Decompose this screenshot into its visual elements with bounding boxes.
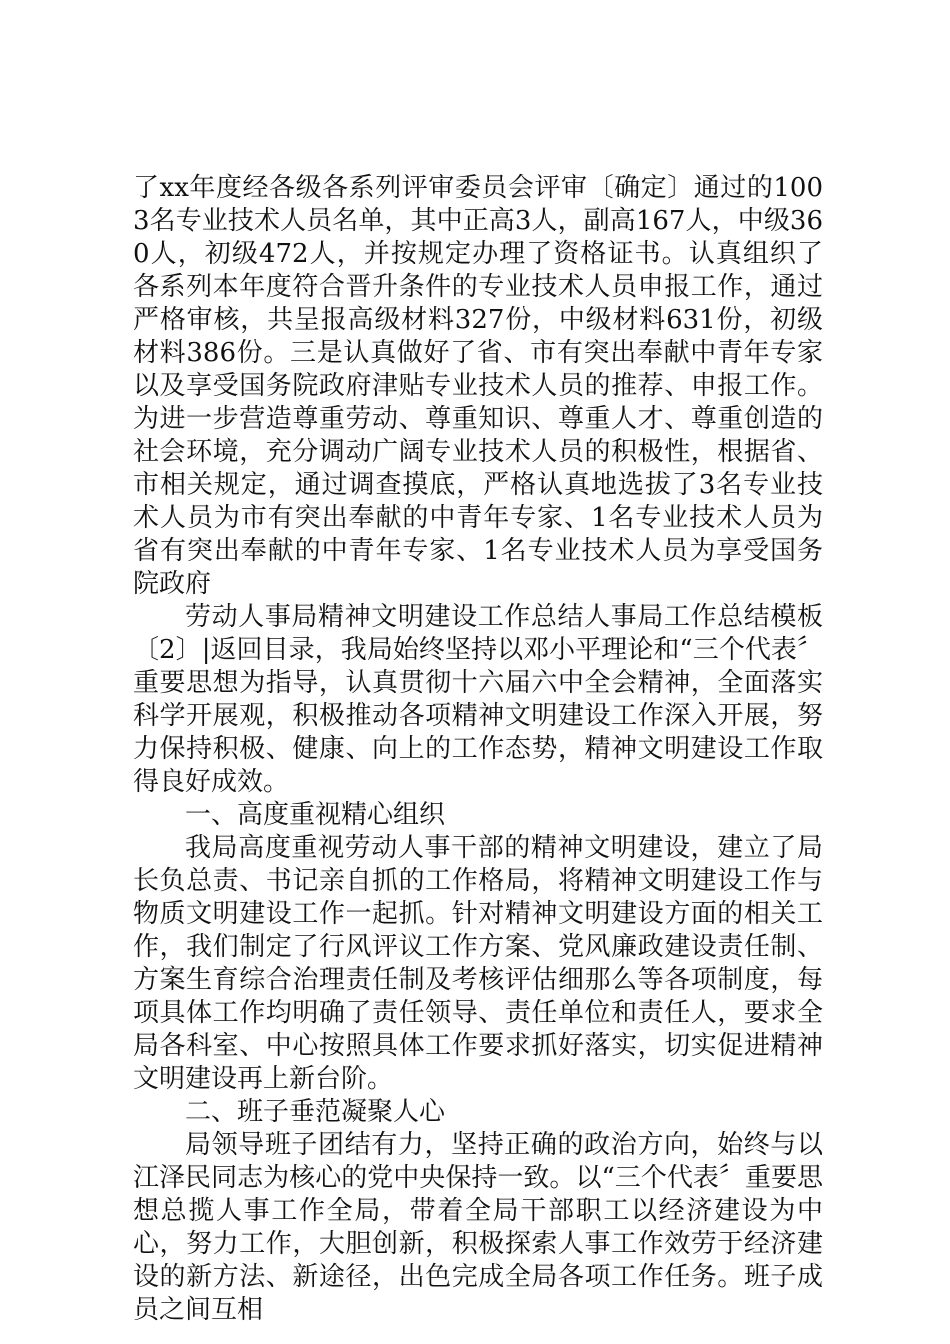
section-heading-2: 二、班子垂范凝聚人心 <box>185 1097 446 1127</box>
paragraph-summary-intro: 劳动人事局精神文明建设工作总结人事局工作总结模板〔2〕|返回目录，我局始终坚持以邓小平理论和“三个代表〞重要思想为指导，认真贯彻十六届六中全会精神，全面落实科学开展观，积极推动各项精神文明建设工作深入开展，努力保持积极、健康、向上的工作态势，精神文明建设工作取得良好成效。 <box>133 602 823 797</box>
section-heading-1: 一、高度重视精心组织 <box>185 800 446 830</box>
paragraph-continuation: 了xx年度经各级各系列评审委员会评审〔确定〕通过的1003名专业技术人员名单，其中正高3人，副高167人，中级360人，初级472人，并按规定办理了资格证书。认真组织了各系列本年度符合晋升条件的专业技术人员申报工作，通过严格审核，共呈报高级材料327份，中级材料631份，初级材料386份。三是认真做好了省、市有突出奉献中青年专家以及享受国务院政府津贴专业技术人员的推荐、申报工作。为进一步营造尊重劳动、尊重知识、尊重人才、尊重创造的社会环境，充分调动广阔专业技术人员的积极性，根据省、市相关规定，通过调查摸底，严格认真地选拔了3名专业技术人员为市有突出奉献的中青年专家、1名专业技术人员为省有突出奉献的中青年专家、1名专业技术人员为享受国务院政府 <box>133 173 823 599</box>
paragraph-section-1: 我局高度重视劳动人事干部的精神文明建设，建立了局长负总责、书记亲自抓的工作格局，将精神文明建设工作与物质文明建设工作一起抓。针对精神文明建设方面的相关工作，我们制定了行风评议工作方案、党风廉政建设责任制、方案生育综合治理责任制及考核评估细那么等各项制度，每项具体工作均明确了责任领导、责任单位和责任人，要求全局各科室、中心按照具体工作要求抓好落实，切实促进精神文明建设再上新台阶。 <box>133 833 823 1094</box>
document-body <box>133 172 823 1327</box>
paragraph-section-2: 局领导班子团结有力，坚持正确的政治方向，始终与以江泽民同志为核心的党中央保持一致。以“三个代表〞重要思想总揽人事工作全局，带着全局干部职工以经济建设为中心，努力工作，大胆创新，积极探索人事工作效劳于经济建设的新方法、新途径，出色完成全局各项工作任务。班子成员之间互相 <box>133 1130 823 1325</box>
